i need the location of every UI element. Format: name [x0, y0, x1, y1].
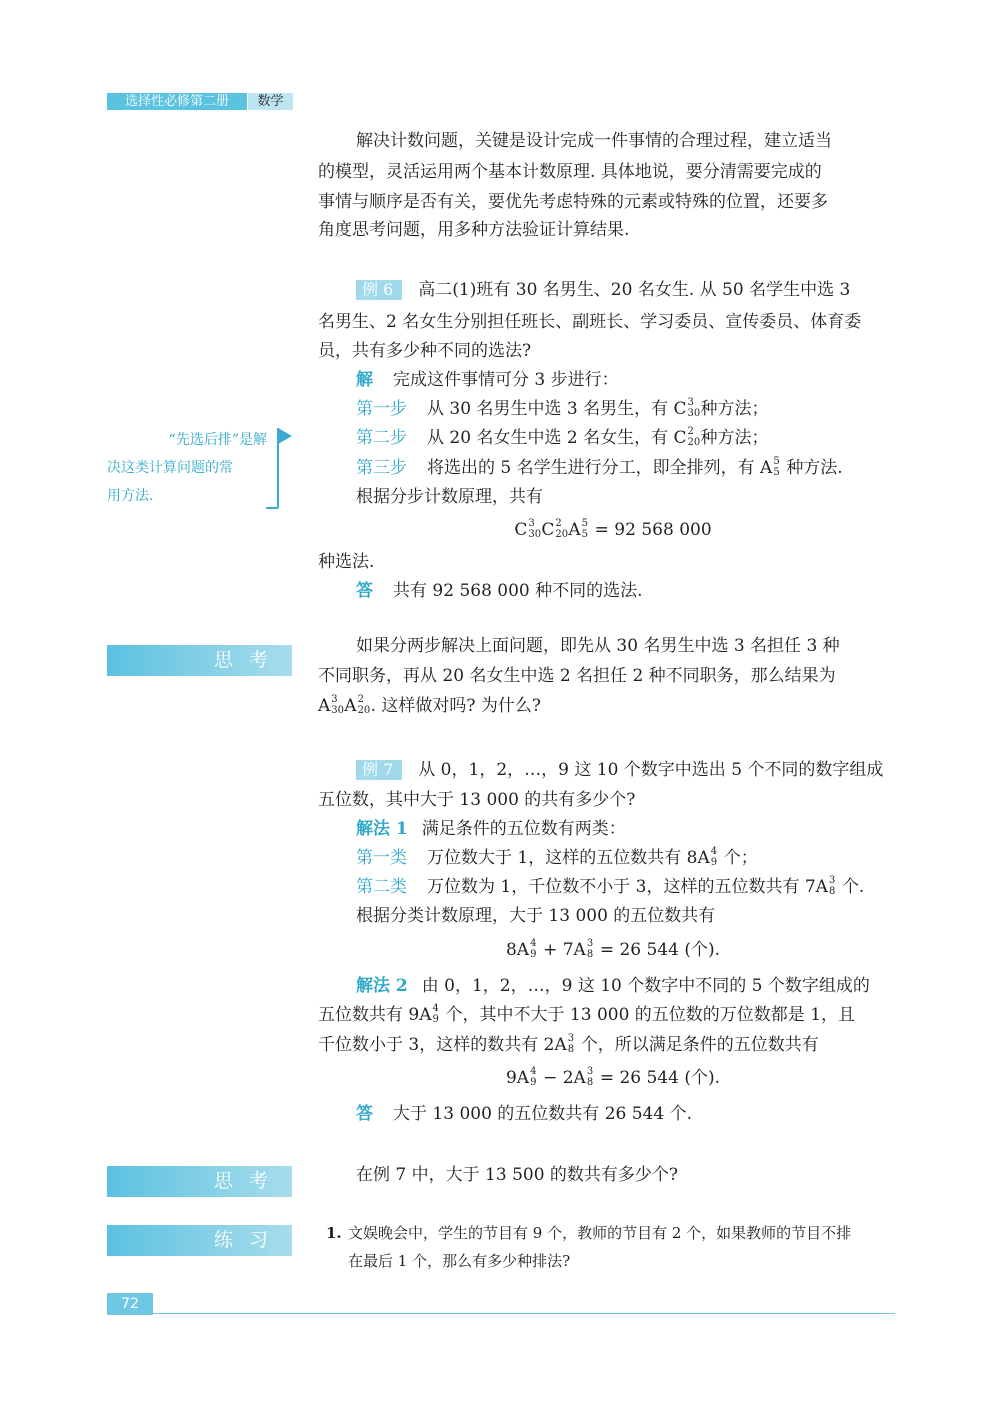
- side-note-bracket-icon: [262, 426, 296, 512]
- side-note-line-2: 决这类计算问题的常: [107, 460, 233, 476]
- example7-problem-line-1: 例 7 从 0，1，2，…，9 这 10 个数字中选出 5 个不同的数字组成: [356, 760, 908, 780]
- intro-line-4: 角度思考问题，用多种方法验证计算结果.: [318, 220, 630, 240]
- side-note-line-1: “先选后排”是解: [168, 432, 267, 448]
- example7-problem-line-2: 五位数，其中大于 13 000 的共有多少个?: [318, 790, 636, 810]
- example6-formula: C 3 30 C 2 20 A 5 5 = 92 568 000: [514, 518, 712, 540]
- think2-label: 思考: [107, 1166, 292, 1197]
- example6-after-formula: 种选法.: [318, 552, 375, 572]
- example6-principle: 根据分步计数原理，共有: [356, 487, 543, 507]
- example6-answer: 答 共有 92 568 000 种不同的选法.: [356, 581, 643, 601]
- answer-label: 答: [356, 581, 373, 601]
- step2-label: 第二步: [356, 428, 407, 448]
- example6-step3: 第三步 将选出的 5 名学生进行分工，即全排列，有 A 5 5 种方法.: [356, 456, 843, 478]
- page-number: 72: [107, 1293, 153, 1315]
- example7-method2-line-3: 千位数小于 3，这样的数共有 2A 3 8 个，所以满足条件的五位数共有: [318, 1033, 819, 1055]
- example6-solution-intro: 解 完成这件事情可分 3 步进行：: [356, 370, 619, 390]
- example6-problem-line-3: 员，共有多少种不同的选法?: [318, 341, 532, 361]
- example7-formula-1: 8A 4 9 + 7A 3 8 = 26 544 (个).: [505, 938, 721, 960]
- footer-rule: [153, 1313, 895, 1314]
- example7-label: 例 7: [356, 760, 402, 780]
- step1-label: 第一步: [356, 399, 407, 419]
- think1-line-2: 不同职务，再从 20 名女生中选 2 名担任 2 种不同职务，那么结果为: [318, 666, 836, 686]
- step3-label: 第三步: [356, 458, 407, 478]
- example7-principle: 根据分类计数原理，大于 13 000 的五位数共有: [356, 906, 716, 926]
- exercise-line-1: 文娱晚会中，学生的节目有 9 个，教师的节目有 2 个，如果教师的节目不排: [348, 1224, 852, 1242]
- example6-label: 例 6: [356, 280, 402, 300]
- example6-step2: 第二步 从 20 名女生中选 2 名女生，有 C 2 20 种方法；: [356, 426, 769, 448]
- intro-line-2: 的模型，灵活运用两个基本计数原理. 具体地说，要分清需要完成的: [318, 162, 822, 182]
- method2-label: 解法 2: [356, 976, 408, 996]
- example7-answer: 答 大于 13 000 的五位数共有 26 544 个.: [356, 1104, 692, 1124]
- example6-problem-line-2: 名男生、2 名女生分别担任班长、副班长、学习委员、宣传委员、体育委: [318, 312, 862, 332]
- think1-line-1: 如果分两步解决上面问题，即先从 30 名男生中选 3 名担任 3 种: [356, 636, 840, 656]
- header-book-label: 选择性必修第二册: [107, 93, 247, 110]
- think2-text: 在例 7 中，大于 13 500 的数共有多少个?: [356, 1165, 679, 1185]
- header-subject: 数学: [248, 93, 293, 110]
- think1-label: 思考: [107, 645, 292, 676]
- think1-line-3: A 3 30 A 2 20 . 这样做对吗? 为什么?: [318, 694, 542, 716]
- intro-line-3: 事情与顺序是否有关，要优先考虑特殊的元素或特殊的位置，还要多: [318, 192, 828, 212]
- answer-label: 答: [356, 1104, 373, 1124]
- exercise-label: 练习: [107, 1225, 292, 1256]
- intro-line-1: 解决计数问题，关键是设计完成一件事情的合理过程，建立适当: [356, 131, 832, 151]
- example6-problem-line-1: 例 6 高二(1)班有 30 名男生、20 名女生. 从 50 名学生中选 3: [356, 280, 908, 300]
- example7-formula-2: 9A 4 9 − 2A 3 8 = 26 544 (个).: [505, 1066, 721, 1088]
- exercise-line-2: 在最后 1 个，那么有多少种排法?: [348, 1252, 571, 1270]
- side-note-line-3: 用方法.: [107, 488, 154, 504]
- example7-method2-line-2: 五位数共有 9A 4 9 个，其中不大于 13 000 的五位数的万位数都是 1，且: [318, 1003, 856, 1025]
- example6-step1: 第一步 从 30 名男生中选 3 名男生，有 C 3 30 种方法；: [356, 397, 769, 419]
- example7-class2: 第二类 万位数为 1，千位数不小于 3，这样的五位数共有 7A 3 8 个.: [356, 875, 865, 897]
- example7-method2-line-1: 解法 2 由 0，1，2，…，9 这 10 个数字中不同的 5 个数字组成的: [356, 976, 870, 996]
- example7-class1: 第一类 万位数大于 1，这样的五位数共有 8A 4 9 个；: [356, 846, 758, 868]
- header-bar: [107, 93, 293, 110]
- method1-label: 解法 1: [356, 819, 408, 839]
- class2-label: 第二类: [356, 877, 407, 897]
- solution-label: 解: [356, 370, 373, 390]
- example7-method1: 解法 1 满足条件的五位数有两类：: [356, 819, 626, 839]
- exercise-number: 1.: [326, 1224, 342, 1242]
- class1-label: 第一类: [356, 848, 407, 868]
